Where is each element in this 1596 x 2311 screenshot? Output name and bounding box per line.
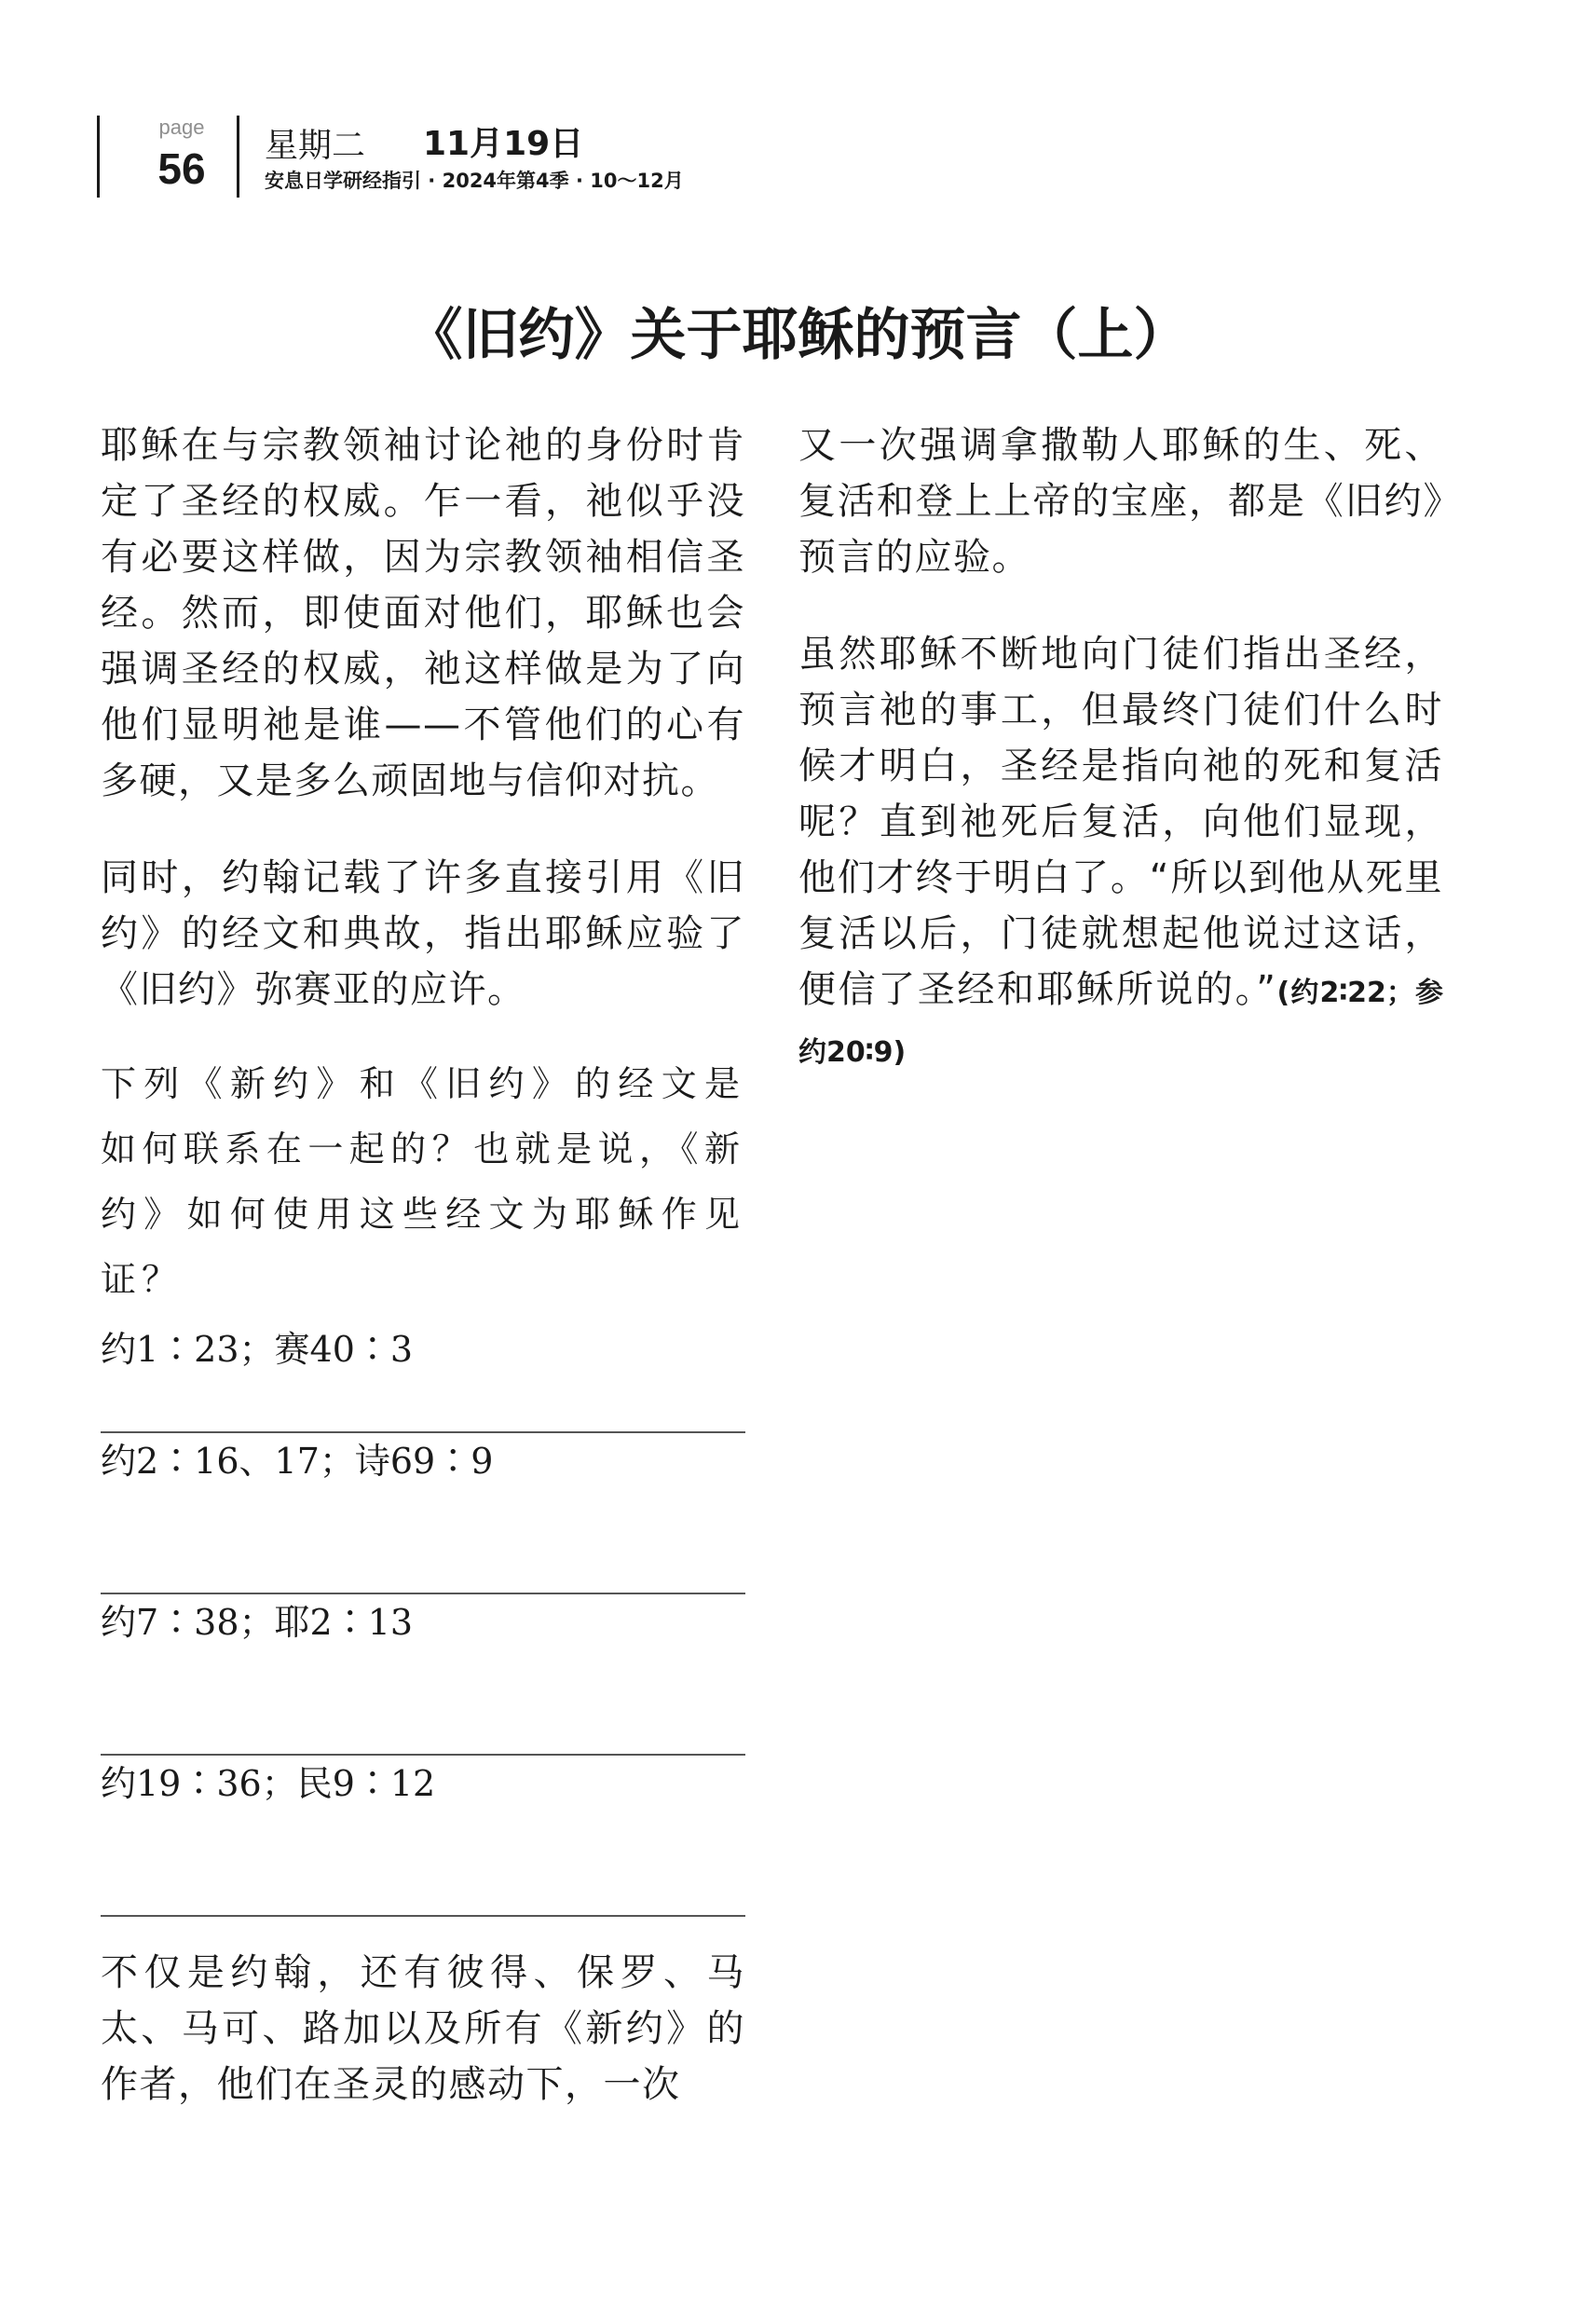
page-label: page [158, 116, 205, 139]
reference-text: 约2∶16、17；诗69∶9 [101, 1441, 494, 1482]
answer-line[interactable] [101, 1915, 745, 1917]
reference-item [101, 1321, 745, 1433]
intro-paragraph: 耶稣在与宗教领袖讨论祂的身份时肯定了圣经的权威。乍一看，祂似乎没有必要这样做，因为宗教领袖相信圣经。然而，即使面对他们，耶稣也会强调圣经的权威，祂这样做是为了向他们显明祂是谁——不管他们的心有多硬，又是多么顽固地与信仰对抗。 [101, 424, 745, 802]
reference-item [101, 1594, 745, 1756]
reference-text: 约7∶38；耶2∶13 [101, 1602, 414, 1643]
left-column [101, 417, 745, 2113]
disciples-paragraph [798, 626, 1443, 1081]
scripture-citation: (约2∶22；参约20∶9) [798, 977, 1443, 1069]
header-divider-left [97, 116, 100, 198]
continuation-paragraph: 又一次强调拿撒勒人耶稣的生、死、复活和登上上帝的宝座，都是《旧约》预言的应验。 [798, 424, 1443, 579]
reference-item [101, 1756, 745, 1917]
disciples-paragraph-text: 虽然耶稣不断地向门徒们指出圣经，预言祂的事工，但最终门徒们什么时候才明白，圣经是指向祂的死和复活呢？直到祂死后复活，向他们显现，他们才终于明白了。“所以到他从死里复活以后，门徒就想起他说过这话，便信了圣经和耶稣所说的。” [798, 633, 1443, 1011]
authors-paragraph: 不仅是约翰，还有彼得、保罗、马太、马可、路加以及所有《新约》的作者，他们在圣灵的感动下，一次 [101, 1951, 745, 2106]
john-paragraph: 同时，约翰记载了许多直接引用《旧约》的经文和典故，指出耶稣应验了《旧约》弥赛亚的应许。 [101, 856, 745, 1011]
reference-item [101, 1433, 745, 1594]
weekday: 星期二 [265, 127, 366, 165]
reference-text: 约1∶23；赛40∶3 [101, 1329, 414, 1370]
study-question: 下列《新约》和《旧约》的经文是如何联系在一起的？也就是说，《新约》如何使用这些经文为耶稣作见证？ [101, 1063, 745, 1300]
reference-text: 约19∶36；民9∶12 [101, 1763, 436, 1804]
publication-subtitle: 安息日学研经指引 · 2024年第4季 · 10～12月 [265, 170, 684, 192]
reference-list [101, 1321, 745, 1917]
right-column [798, 417, 1443, 1081]
lesson-title: 《旧约》关于耶稣的预言（上） [406, 303, 1190, 368]
date: 11月19日 [423, 125, 584, 163]
header-divider-right [237, 116, 239, 198]
page-number: 56 [157, 144, 206, 193]
